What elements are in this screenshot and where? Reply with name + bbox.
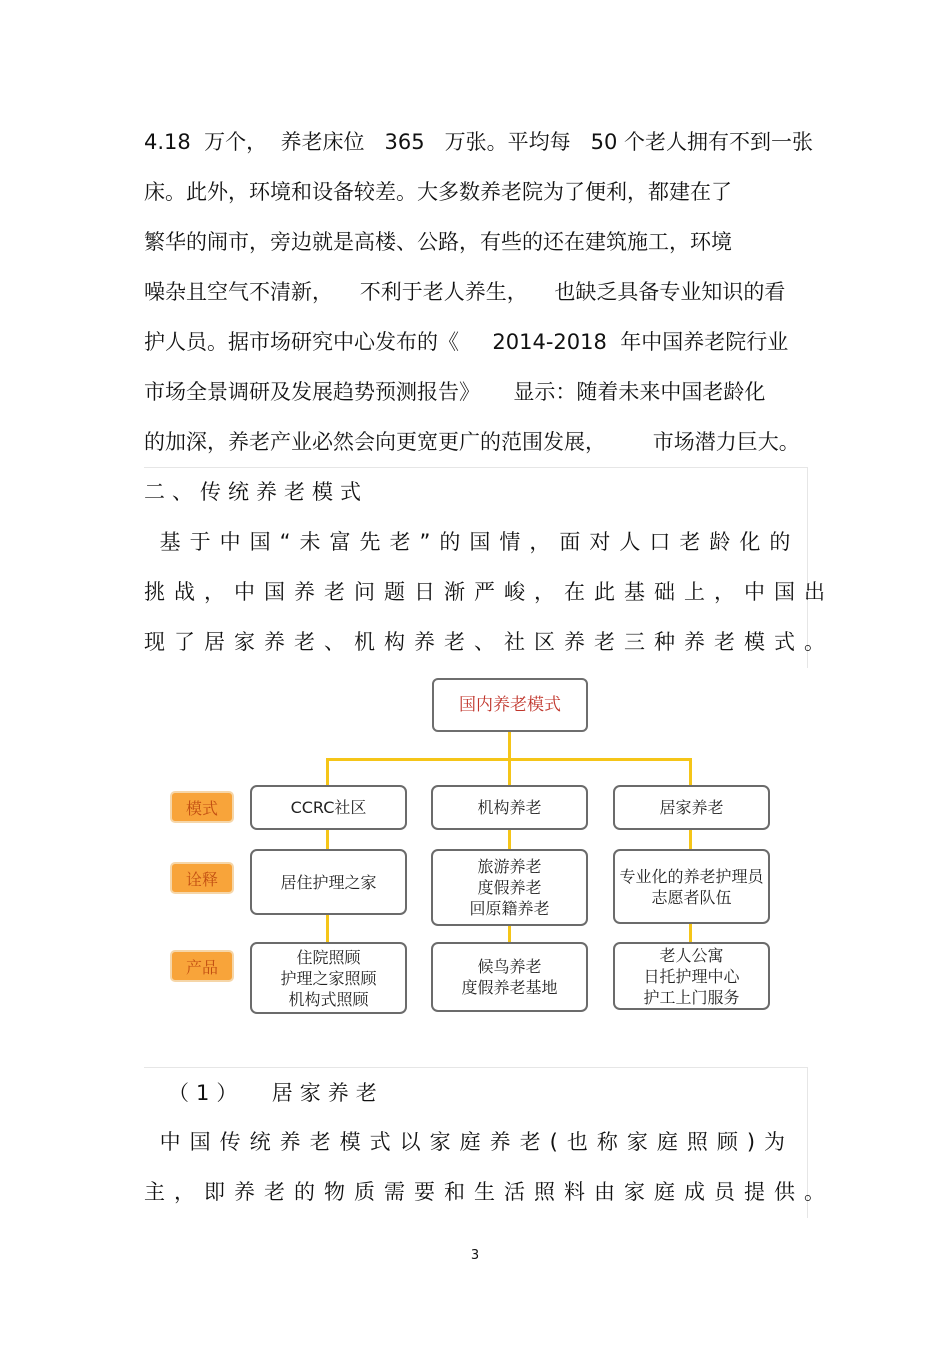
- connector-col2-a: [508, 829, 511, 849]
- section-line: 基于中国“未富先老”的国情，面对人口老龄化的: [144, 530, 800, 554]
- connector-col1-b: [326, 914, 329, 942]
- section-heading: 二、传统养老模式: [144, 480, 368, 504]
- paragraph-line: 繁华的闹市，旁边就是高楼、公路，有些的还在建筑施工，环境: [144, 230, 732, 254]
- subsection-line: 主，即养老的物质需要和生活照料由家庭成员提供。: [144, 1180, 834, 1204]
- connector-col1-a: [326, 829, 329, 849]
- diagram-root-node: 国内养老模式: [432, 678, 588, 732]
- connector-col2-b: [508, 925, 511, 942]
- connector-col3-a: [689, 829, 692, 849]
- paragraph-line: 市场全景调研及发展趋势预测报告》 显示：随着未来中国老龄化: [144, 380, 766, 404]
- connector-col3-top: [689, 758, 692, 785]
- node-mode-ccrc: CCRC社区: [250, 785, 407, 830]
- connector-col1-top: [326, 758, 329, 785]
- paragraph-line: 床。此外，环境和设备较差。大多数养老院为了便利，都建在了: [144, 180, 732, 204]
- row-label-interpretation: 诠释: [170, 862, 234, 894]
- node-interpretation-institutional: 旅游养老 度假养老 回原籍养老: [431, 849, 588, 926]
- node-mode-home: 居家养老: [613, 785, 770, 830]
- row-label-mode: 模式: [170, 791, 234, 823]
- paragraph-line: 的加深，养老产业必然会向更宽更广的范围发展， 市场潜力巨大。: [144, 430, 800, 454]
- paragraph-line: 4.18 万个， 养老床位 365 万张。平均每 50 个老人拥有不到一张: [144, 130, 814, 154]
- section-line: 挑战，中国养老问题日渐严峻，在此基础上，中国出: [144, 580, 834, 604]
- connector-col2-top: [508, 758, 511, 785]
- page-number: 3: [470, 1248, 480, 1263]
- node-mode-institutional: 机构养老: [431, 785, 588, 830]
- paragraph-line: 噪杂且空气不清新， 不利于老人养生， 也缺乏具备专业知识的看: [144, 280, 786, 304]
- subsection-heading: （1） 居家养老: [168, 1081, 384, 1105]
- node-interpretation-home: 专业化的养老护理员 志愿者队伍: [613, 849, 770, 924]
- connector-col3-b: [689, 923, 692, 942]
- node-products-institutional: 候鸟养老 度假养老基地: [431, 942, 588, 1012]
- subsection-line: 中国传统养老模式以家庭养老(也称家庭照顾)为: [144, 1130, 795, 1154]
- paragraph-line: 护人员。据市场研究中心发布的《 2014-2018 年中国养老院行业: [144, 330, 789, 354]
- connector-root-down: [508, 732, 511, 760]
- node-products-home: 老人公寓 日托护理中心 护工上门服务: [613, 942, 770, 1010]
- node-products-ccrc: 住院照顾 护理之家照顾 机构式照顾: [250, 942, 407, 1014]
- section-line: 现了居家养老、机构养老、社区养老三种养老模式。: [144, 630, 834, 654]
- row-label-products: 产品: [170, 950, 234, 982]
- node-interpretation-ccrc: 居住护理之家: [250, 849, 407, 915]
